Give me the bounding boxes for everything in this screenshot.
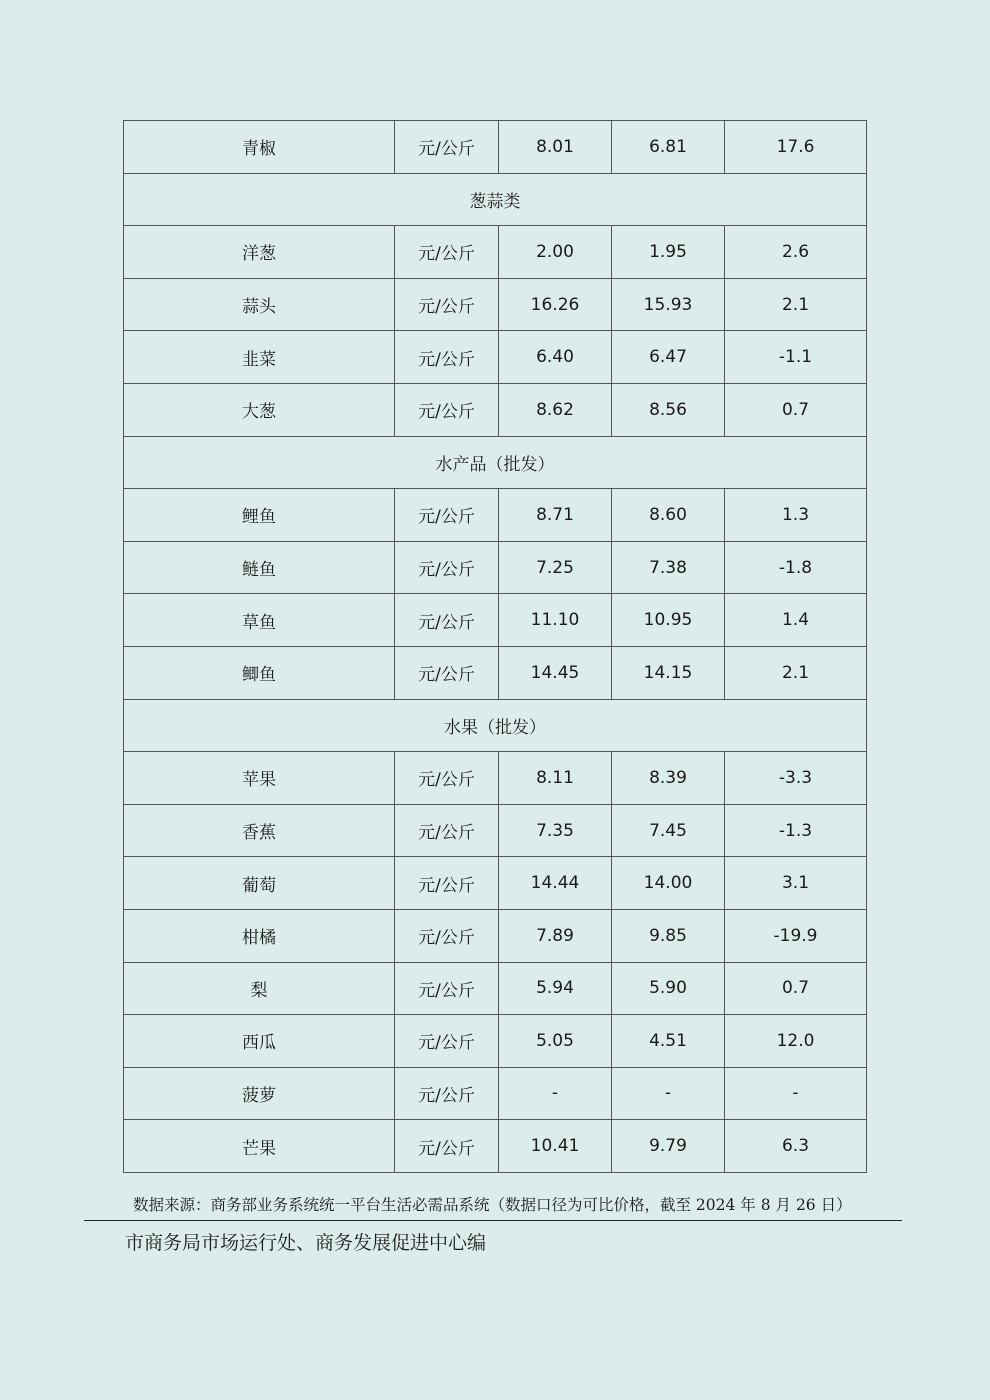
previous-price-cell: 4.51 xyxy=(612,1015,725,1068)
item-name-cell: 香蕉 xyxy=(124,804,395,857)
table-row xyxy=(124,594,867,647)
table-row xyxy=(124,278,867,331)
table-row xyxy=(124,752,867,805)
item-name-cell: 草鱼 xyxy=(124,594,395,647)
unit-cell: 元/公斤 xyxy=(395,909,499,962)
unit-cell: 元/公斤 xyxy=(395,489,499,542)
previous-price-cell: 9.85 xyxy=(612,909,725,962)
unit-cell: 元/公斤 xyxy=(395,278,499,331)
previous-price-cell: 1.95 xyxy=(612,226,725,279)
previous-price-cell: 14.00 xyxy=(612,857,725,910)
unit-cell: 元/公斤 xyxy=(395,804,499,857)
unit-cell: 元/公斤 xyxy=(395,383,499,436)
table-row xyxy=(124,383,867,436)
current-price-cell: 14.44 xyxy=(499,857,612,910)
table-row xyxy=(124,1120,867,1173)
change-percent-cell: 2.1 xyxy=(725,278,867,331)
item-name-cell: 芒果 xyxy=(124,1120,395,1173)
change-percent-cell: 3.1 xyxy=(725,857,867,910)
item-name-cell: 菠萝 xyxy=(124,1067,395,1120)
table-row xyxy=(124,1067,867,1120)
change-percent-cell: -1.1 xyxy=(725,331,867,384)
previous-price-cell: 15.93 xyxy=(612,278,725,331)
item-name-cell: 大葱 xyxy=(124,383,395,436)
category-row xyxy=(124,173,867,226)
previous-price-cell: 10.95 xyxy=(612,594,725,647)
change-percent-cell: -1.8 xyxy=(725,541,867,594)
previous-price-cell: 8.60 xyxy=(612,489,725,542)
unit-cell: 元/公斤 xyxy=(395,331,499,384)
current-price-cell: 8.11 xyxy=(499,752,612,805)
previous-price-cell: 9.79 xyxy=(612,1120,725,1173)
table-row xyxy=(124,331,867,384)
item-name-cell: 梨 xyxy=(124,962,395,1015)
previous-price-cell: 5.90 xyxy=(612,962,725,1015)
table-row xyxy=(124,121,867,174)
category-label: 水产品（批发） xyxy=(124,436,867,489)
current-price-cell: 5.94 xyxy=(499,962,612,1015)
price-table xyxy=(123,120,867,1173)
current-price-cell: 2.00 xyxy=(499,226,612,279)
previous-price-cell: 7.45 xyxy=(612,804,725,857)
previous-price-cell: 6.47 xyxy=(612,331,725,384)
unit-cell: 元/公斤 xyxy=(395,752,499,805)
item-name-cell: 柑橘 xyxy=(124,909,395,962)
footer-divider xyxy=(84,1220,902,1221)
previous-price-cell: 6.81 xyxy=(612,121,725,174)
current-price-cell: - xyxy=(499,1067,612,1120)
change-percent-cell: - xyxy=(725,1067,867,1120)
item-name-cell: 韭菜 xyxy=(124,331,395,384)
table-row xyxy=(124,1015,867,1068)
category-row xyxy=(124,699,867,752)
previous-price-cell: 7.38 xyxy=(612,541,725,594)
change-percent-cell: -1.3 xyxy=(725,804,867,857)
unit-cell: 元/公斤 xyxy=(395,594,499,647)
previous-price-cell: - xyxy=(612,1067,725,1120)
change-percent-cell: 0.7 xyxy=(725,383,867,436)
publisher-footer: 市商务局市场运行处、商务发展促进中心编 xyxy=(125,1232,487,1254)
table-row xyxy=(124,489,867,542)
category-row xyxy=(124,436,867,489)
category-label: 水果（批发） xyxy=(124,699,867,752)
current-price-cell: 14.45 xyxy=(499,646,612,699)
table-row xyxy=(124,857,867,910)
previous-price-cell: 14.15 xyxy=(612,646,725,699)
table-row xyxy=(124,962,867,1015)
change-percent-cell: 2.1 xyxy=(725,646,867,699)
table-body xyxy=(124,121,867,1173)
current-price-cell: 8.01 xyxy=(499,121,612,174)
item-name-cell: 苹果 xyxy=(124,752,395,805)
item-name-cell: 葡萄 xyxy=(124,857,395,910)
item-name-cell: 鲫鱼 xyxy=(124,646,395,699)
table-row xyxy=(124,226,867,279)
unit-cell: 元/公斤 xyxy=(395,1120,499,1173)
unit-cell: 元/公斤 xyxy=(395,962,499,1015)
previous-price-cell: 8.39 xyxy=(612,752,725,805)
item-name-cell: 蒜头 xyxy=(124,278,395,331)
change-percent-cell: 1.4 xyxy=(725,594,867,647)
unit-cell: 元/公斤 xyxy=(395,1067,499,1120)
change-percent-cell: 2.6 xyxy=(725,226,867,279)
item-name-cell: 鲤鱼 xyxy=(124,489,395,542)
table-row xyxy=(124,541,867,594)
table-row xyxy=(124,646,867,699)
current-price-cell: 8.62 xyxy=(499,383,612,436)
change-percent-cell: -19.9 xyxy=(725,909,867,962)
change-percent-cell: 17.6 xyxy=(725,121,867,174)
previous-price-cell: 8.56 xyxy=(612,383,725,436)
change-percent-cell: 12.0 xyxy=(725,1015,867,1068)
current-price-cell: 7.25 xyxy=(499,541,612,594)
current-price-cell: 16.26 xyxy=(499,278,612,331)
current-price-cell: 6.40 xyxy=(499,331,612,384)
current-price-cell: 11.10 xyxy=(499,594,612,647)
unit-cell: 元/公斤 xyxy=(395,646,499,699)
data-source-note: 数据来源：商务部业务系统统一平台生活必需品系统（数据口径为可比价格，截至 2024 年 8 月 26 日） xyxy=(133,1196,852,1214)
unit-cell: 元/公斤 xyxy=(395,857,499,910)
current-price-cell: 10.41 xyxy=(499,1120,612,1173)
current-price-cell: 7.89 xyxy=(499,909,612,962)
table-row xyxy=(124,804,867,857)
unit-cell: 元/公斤 xyxy=(395,226,499,279)
table-row xyxy=(124,909,867,962)
item-name-cell: 青椒 xyxy=(124,121,395,174)
item-name-cell: 西瓜 xyxy=(124,1015,395,1068)
unit-cell: 元/公斤 xyxy=(395,1015,499,1068)
change-percent-cell: 1.3 xyxy=(725,489,867,542)
current-price-cell: 7.35 xyxy=(499,804,612,857)
current-price-cell: 8.71 xyxy=(499,489,612,542)
change-percent-cell: 6.3 xyxy=(725,1120,867,1173)
current-price-cell: 5.05 xyxy=(499,1015,612,1068)
change-percent-cell: -3.3 xyxy=(725,752,867,805)
unit-cell: 元/公斤 xyxy=(395,121,499,174)
unit-cell: 元/公斤 xyxy=(395,541,499,594)
change-percent-cell: 0.7 xyxy=(725,962,867,1015)
category-label: 葱蒜类 xyxy=(124,173,867,226)
item-name-cell: 洋葱 xyxy=(124,226,395,279)
item-name-cell: 鲢鱼 xyxy=(124,541,395,594)
